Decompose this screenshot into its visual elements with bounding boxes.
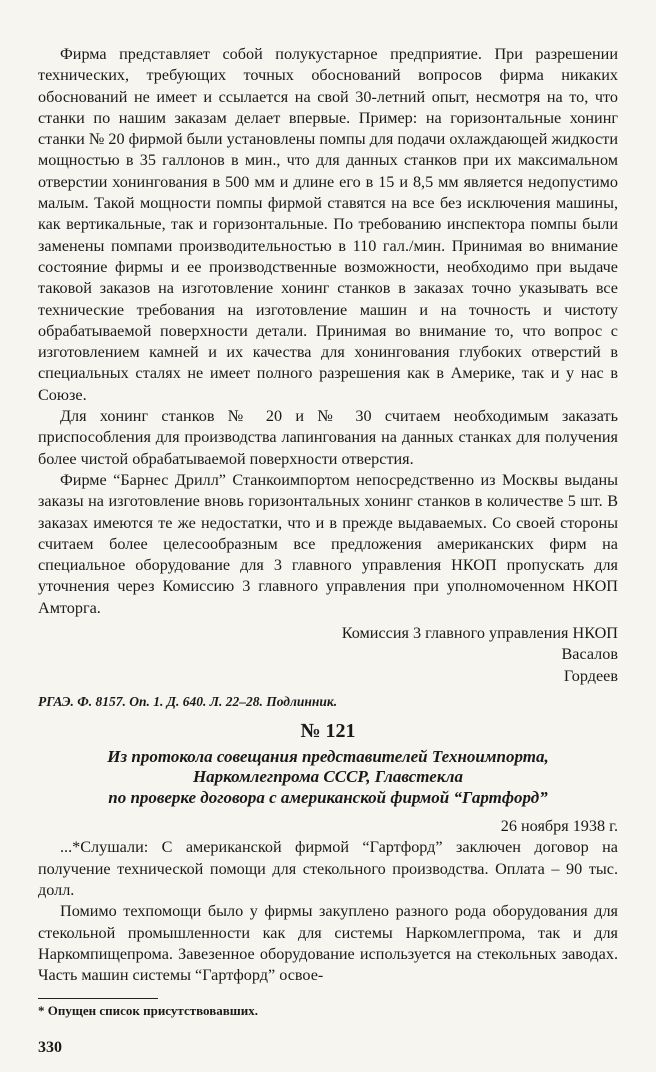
footnote: * Опущен список присутствовавших.: [38, 1003, 258, 1019]
document-title-line: по проверке договора с американской фирмой “Гартфорд”: [108, 787, 548, 807]
document-title-line: Из протокола совещания представителей Техноимпорта,: [107, 746, 549, 766]
signature-org: Комиссия 3 главного управления НКОП: [341, 624, 618, 643]
signature-block: [38, 623, 618, 687]
signature-name: Васалов: [561, 645, 618, 664]
body-paragraph: Для хонинг станков № 20 и № 30 считаем необходимым заказать приспособления для производства лапингования на данных станках для получения более чистой обрабатываемой поверхности отверстия.: [38, 407, 618, 468]
body-paragraph: ...*Слушали: С американской фирмой “Гартфорд” заключен договор на получение технической помощи для стекольного производства. Оплата – 90 тыс. долл.: [38, 838, 618, 899]
footnote-divider: [38, 998, 158, 999]
body-paragraph: Фирме “Барнес Дрилл” Станкоимпортом непосредственно из Москвы выданы заказы на изготовление вновь горизонтальных хонинг станков в количестве 5 шт. В заказах имеются те же недостатки, что и в прежде выдаваемых. Со своей стороны считаем более целесообразным все предложения американских фирм на специальное оборудование для 3 главного управления НКОП пропускать для уточнения через Комиссию 3 главного управления при уполномоченном НКОП Амторга.: [38, 470, 618, 617]
page-number: 330: [38, 1039, 62, 1057]
signature-name: Гордеев: [563, 666, 618, 685]
archive-source-note: РГАЭ. Ф. 8157. Оп. 1. Д. 640. Л. 22–28. Подлинник.: [38, 693, 338, 709]
body-paragraph: Помимо техпомощи было у фирмы закуплено разного рода оборудования для стекольной промышленности как для системы Наркомлегпрома, так и для Наркомпищепрома. Завезенное оборудование используется на стекольных заводах. Часть машин системы “Гартфорд” освое-: [38, 902, 618, 985]
document-title-line: Наркомлегпрома СССР, Главстекла: [192, 767, 464, 787]
document-number: № 121: [300, 719, 356, 742]
document-date: 26 ноября 1938 г.: [500, 817, 618, 836]
document-title: [38, 747, 618, 809]
body-paragraph: Фирма представляет собой полукустарное предприятие. При разрешении технических, требующих точных обоснований вопросов фирма никаких обоснований не имеет и ссылается на свой 30-летний опыт, несмотря на то, что станки по нашим заказам делает впервые. Пример: на горизонтальные хонинг станки № 20 фирмой были установлены помпы для подачи охлаждающей жидкости мощностью в 35 галлонов в мин., что для данных станков при их максимальном отверстии хонингования в 500 мм и длине его в 15 и 8,5 мм является недопустимо малым. Такой мощности помпы фирмой ставятся на все без исключения машины, как вертикальные, так и горизонтальные. По требованию инспектора помпы были заменены помпами производительностью в 110 гал./мин. Принимая во внимание состояние фирмы и ее производственные возможности, необходимо при выдаче таковой заказов на изготовление хонинг станков в заказах точно указывать все технические требования на изготовление машин и на точность и чистоту обрабатываемой поверхности детали. Принимая во внимание то, что вопрос с изготовлением камней и их качества для хонингования глубоких отверстий в специальных сталях не имеет полного разрешения как в Америке, так и у нас в Союзе.: [38, 45, 618, 404]
